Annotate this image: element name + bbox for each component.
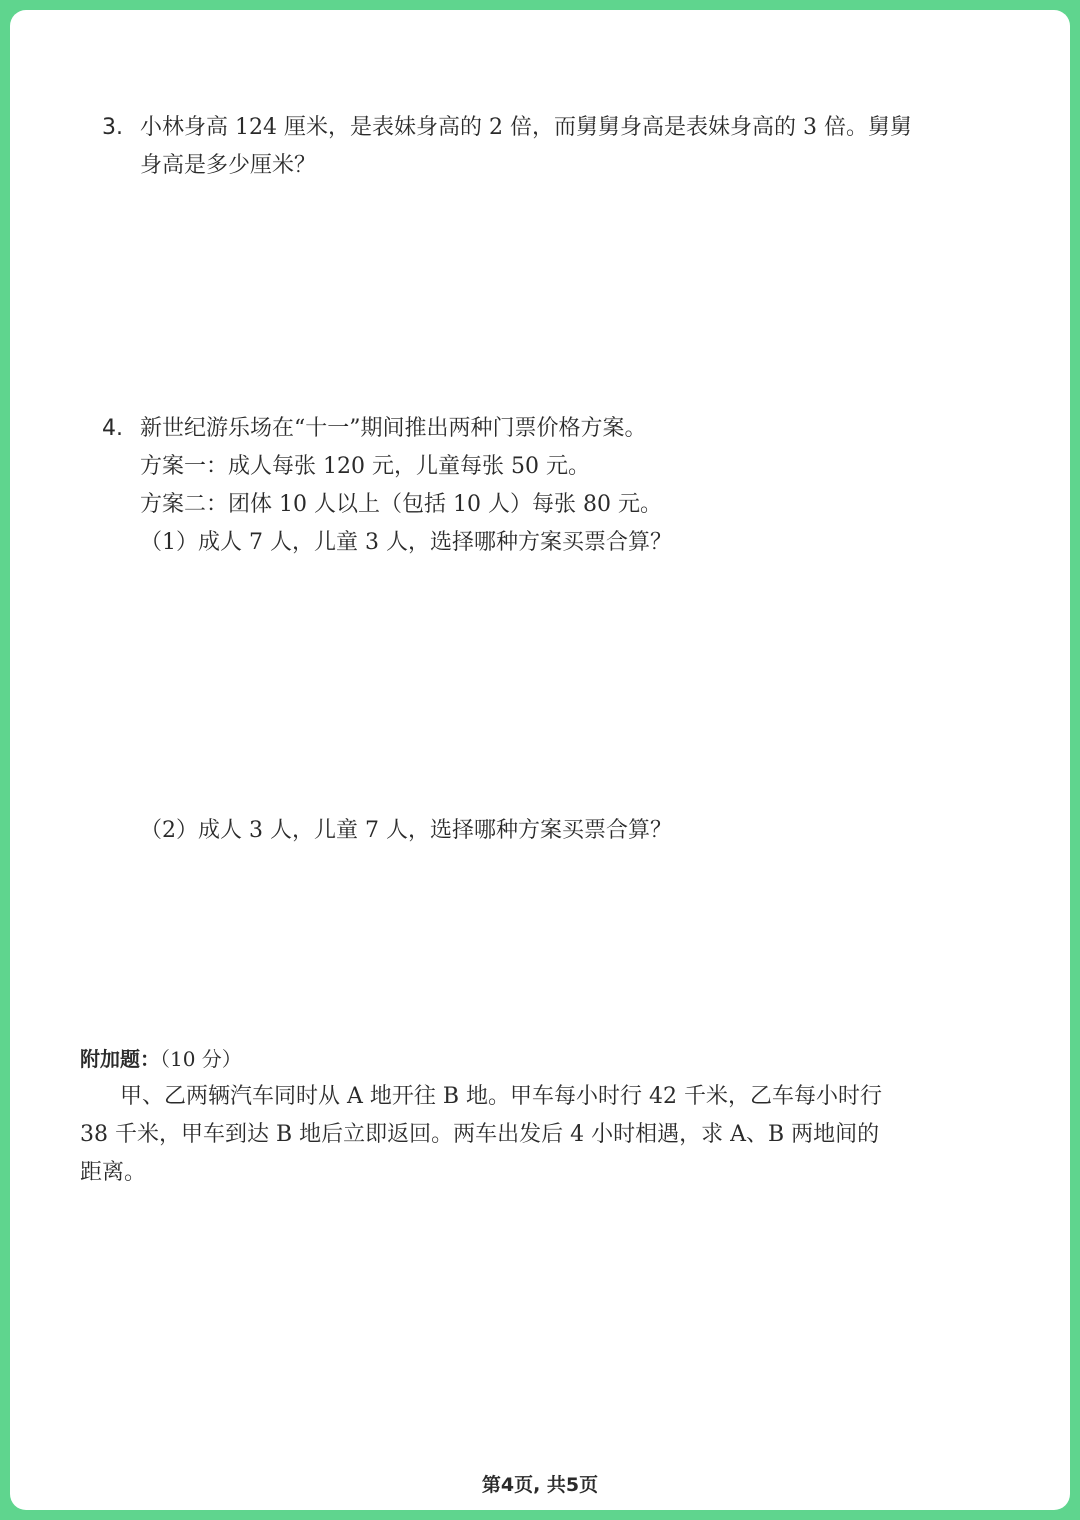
worksheet-page — [10, 10, 1070, 1510]
question-3-line-2: 身高是多少厘米？ — [140, 153, 317, 178]
question-3-number: 3. — [102, 115, 123, 140]
question-3-line-1: 小林身高 124 厘米，是表妹身高的 2 倍，而舅舅身高是表妹身高的 3 倍。舅舅 — [140, 115, 912, 140]
question-4-plan-2: 方案二：团体 10 人以上（包括 10 人）每张 80 元。 — [140, 492, 662, 517]
bonus-title: 附加题： — [80, 1047, 160, 1071]
question-4-plan-1: 方案一：成人每张 120 元，儿童每张 50 元。 — [140, 454, 590, 479]
bonus-line-1: 甲、乙两辆汽车同时从 A 地开往 B 地。甲车每小时行 42 千米，乙车每小时行 — [120, 1084, 883, 1109]
bonus-heading — [80, 1042, 960, 1078]
question-3 — [102, 109, 962, 189]
question-3-text — [140, 109, 940, 185]
question-4-number: 4. — [102, 416, 123, 441]
question-4-part-2 — [140, 812, 940, 852]
page-footer: 第4页, 共5页 — [481, 1474, 599, 1496]
question-4 — [102, 410, 962, 570]
bonus-line-3: 距离。 — [80, 1160, 147, 1185]
question-4-part-1: （1）成人 7 人，儿童 3 人，选择哪种方案买票合算？ — [140, 530, 672, 555]
question-4-part-2-text: （2）成人 3 人，儿童 7 人，选择哪种方案买票合算？ — [140, 818, 672, 843]
bonus-line-2: 38 千米，甲车到达 B 地后立即返回。两车出发后 4 小时相遇，求 A、B 两地间的 — [80, 1122, 880, 1147]
bonus-score: （10 分） — [160, 1047, 242, 1071]
question-4-text — [140, 410, 940, 562]
bonus-question — [80, 1042, 960, 1192]
question-4-intro: 新世纪游乐场在“十一”期间推出两种门票价格方案。 — [140, 416, 647, 441]
